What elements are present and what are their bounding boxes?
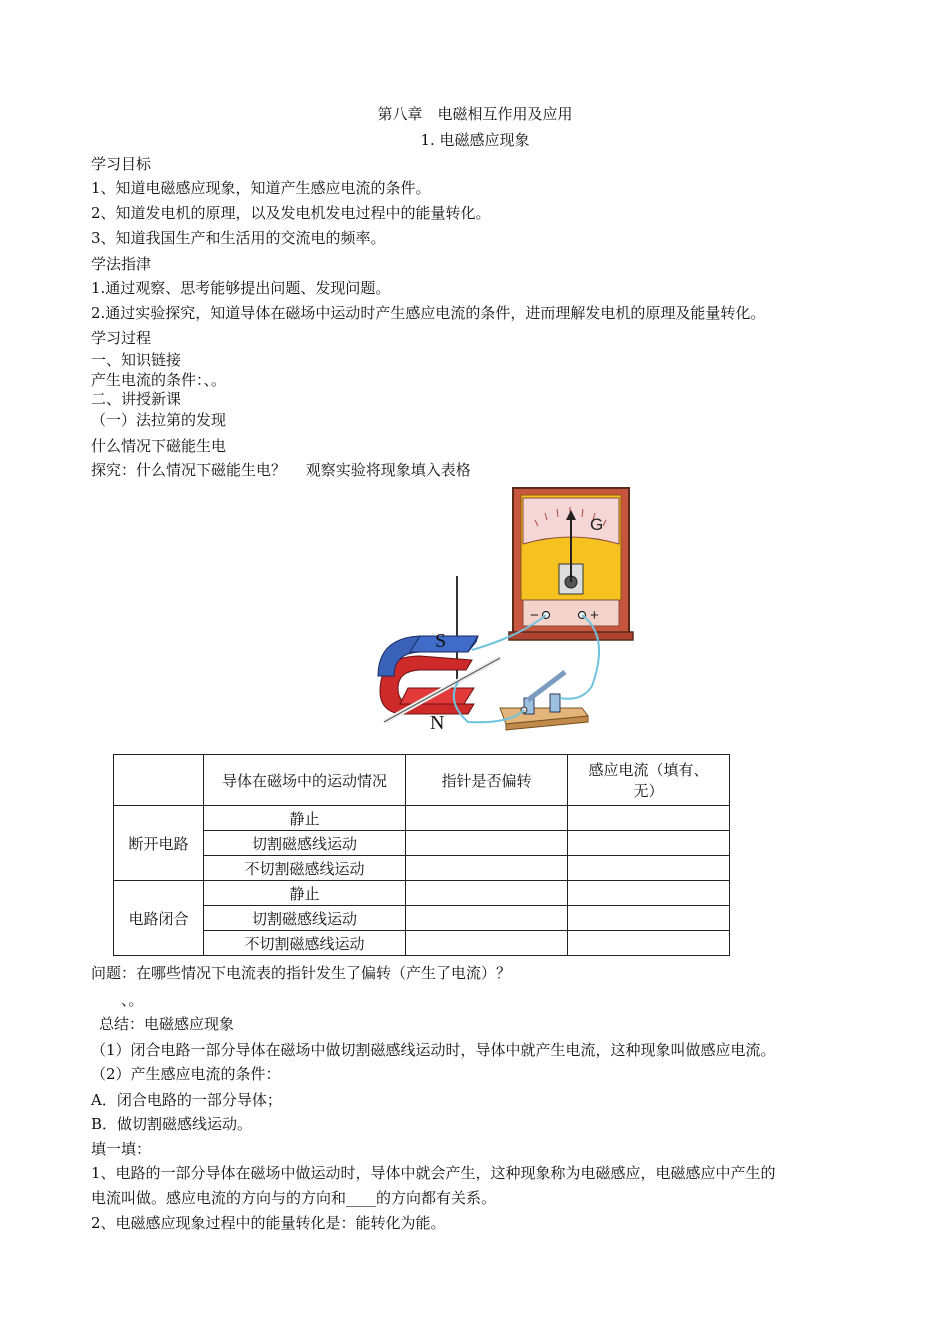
sub1-heading: （一）法拉第的发现 [91, 411, 227, 429]
motion-cell: 不切割磁感线运动 [204, 931, 406, 956]
section-title: 1. 电磁感应现象 [420, 131, 530, 149]
condition-a: A．闭合电路的一部分导体； [91, 1091, 282, 1109]
pole-n-label: N [430, 712, 445, 734]
header-line-2: 无） [633, 782, 664, 800]
chapter-title: 第八章 电磁相互作用及应用 [377, 105, 573, 123]
meter-letter: G [590, 515, 604, 534]
explore-text: 探究：什么情况下磁能生电？ 观察实验将现象填入表格 [91, 461, 471, 479]
table-row [114, 856, 730, 881]
motion-cell: 切割磁感线运动 [204, 906, 406, 931]
observation-table [113, 754, 730, 956]
method-item-1: 1.通过观察、思考能够提出问题、发现问题。 [91, 279, 391, 297]
question-text: 问题：在哪些情况下电流表的指针发生了偏转（产生了电流）？ [91, 964, 512, 982]
objectives-heading: 学习目标 [91, 155, 152, 173]
blank-cell[interactable] [568, 856, 730, 881]
knife-switch [500, 672, 588, 730]
objective-item-1: 1、知道电磁感应现象，知道产生感应电流的条件。 [91, 179, 431, 197]
blank-cell[interactable] [406, 906, 568, 931]
table-row [114, 906, 730, 931]
plus-terminal-label: + [590, 607, 599, 624]
objective-item-3: 3、知道我国生产和生活用的交流电的频率。 [91, 229, 386, 247]
header-line-1: 感应电流（填有、 [588, 761, 709, 779]
part2-heading: 二、讲授新课 [91, 390, 182, 408]
table-header-cell [568, 755, 730, 806]
blank-cell[interactable] [568, 806, 730, 831]
table-header-cell: 导体在磁场中的运动情况 [204, 755, 406, 806]
summary-1: （1）闭合电路一部分导体在磁场中做切割磁感线运动时，导体中就产生电流，这种现象叫做感应电流。 [91, 1041, 776, 1059]
group-label: 断开电路 [114, 806, 204, 881]
summary-heading: 总结：电磁感应现象 [99, 1015, 235, 1033]
blank-cell[interactable] [406, 806, 568, 831]
blank-cell[interactable] [406, 931, 568, 956]
fill-1-line-2: 电流叫做。感应电流的方向与的方向和____的方向都有关系。 [91, 1189, 497, 1207]
table-header-cell [114, 755, 204, 806]
blank-cell[interactable] [568, 831, 730, 856]
group-label: 电路闭合 [114, 881, 204, 956]
method-item-2: 2.通过实验探究，知道导体在磁场中运动时产生感应电流的条件，进而理解发电机的原理及能量转化。 [91, 304, 766, 322]
answer-blank-line: 、。 [121, 991, 144, 1009]
blank-cell[interactable] [406, 831, 568, 856]
minus-terminal-label: − [530, 607, 539, 624]
table-header-row [114, 755, 730, 806]
table-row [114, 881, 730, 906]
fill-heading: 填一填： [91, 1140, 152, 1158]
summary-2: （2）产生感应电流的条件： [91, 1065, 281, 1083]
experiment-figure [360, 486, 640, 736]
process-heading: 学习过程 [91, 329, 152, 347]
blank-cell[interactable] [568, 881, 730, 906]
condition-b: B．做切割磁感线运动。 [91, 1115, 253, 1133]
methods-heading: 学法指津 [91, 255, 152, 273]
galvanometer [509, 488, 633, 640]
question-1: 什么情况下磁能生电 [91, 437, 227, 455]
motion-cell: 切割磁感线运动 [204, 831, 406, 856]
fill-1-line-1: 1、电路的一部分导体在磁场中做运动时，导体中就会产生，这种现象称为电磁感应，电磁感应中产生的 [91, 1164, 776, 1182]
motion-cell: 静止 [204, 881, 406, 906]
blank-cell[interactable] [406, 881, 568, 906]
fill-2: 2、电磁感应现象过程中的能量转化是：能转化为能。 [91, 1214, 446, 1232]
blank-cell[interactable] [568, 906, 730, 931]
motion-cell: 静止 [204, 806, 406, 831]
motion-cell: 不切割磁感线运动 [204, 856, 406, 881]
part1-text: 产生电流的条件：、。 [91, 371, 227, 389]
part1-heading: 一、知识链接 [91, 351, 182, 369]
table-row [114, 931, 730, 956]
pole-s-label: S [435, 630, 447, 652]
blank-cell[interactable] [406, 856, 568, 881]
table-row [114, 831, 730, 856]
blank-cell[interactable] [568, 931, 730, 956]
table-header-cell: 指针是否偏转 [406, 755, 568, 806]
table-row [114, 806, 730, 831]
objective-item-2: 2、知道发电机的原理，以及发电机发电过程中的能量转化。 [91, 204, 491, 222]
